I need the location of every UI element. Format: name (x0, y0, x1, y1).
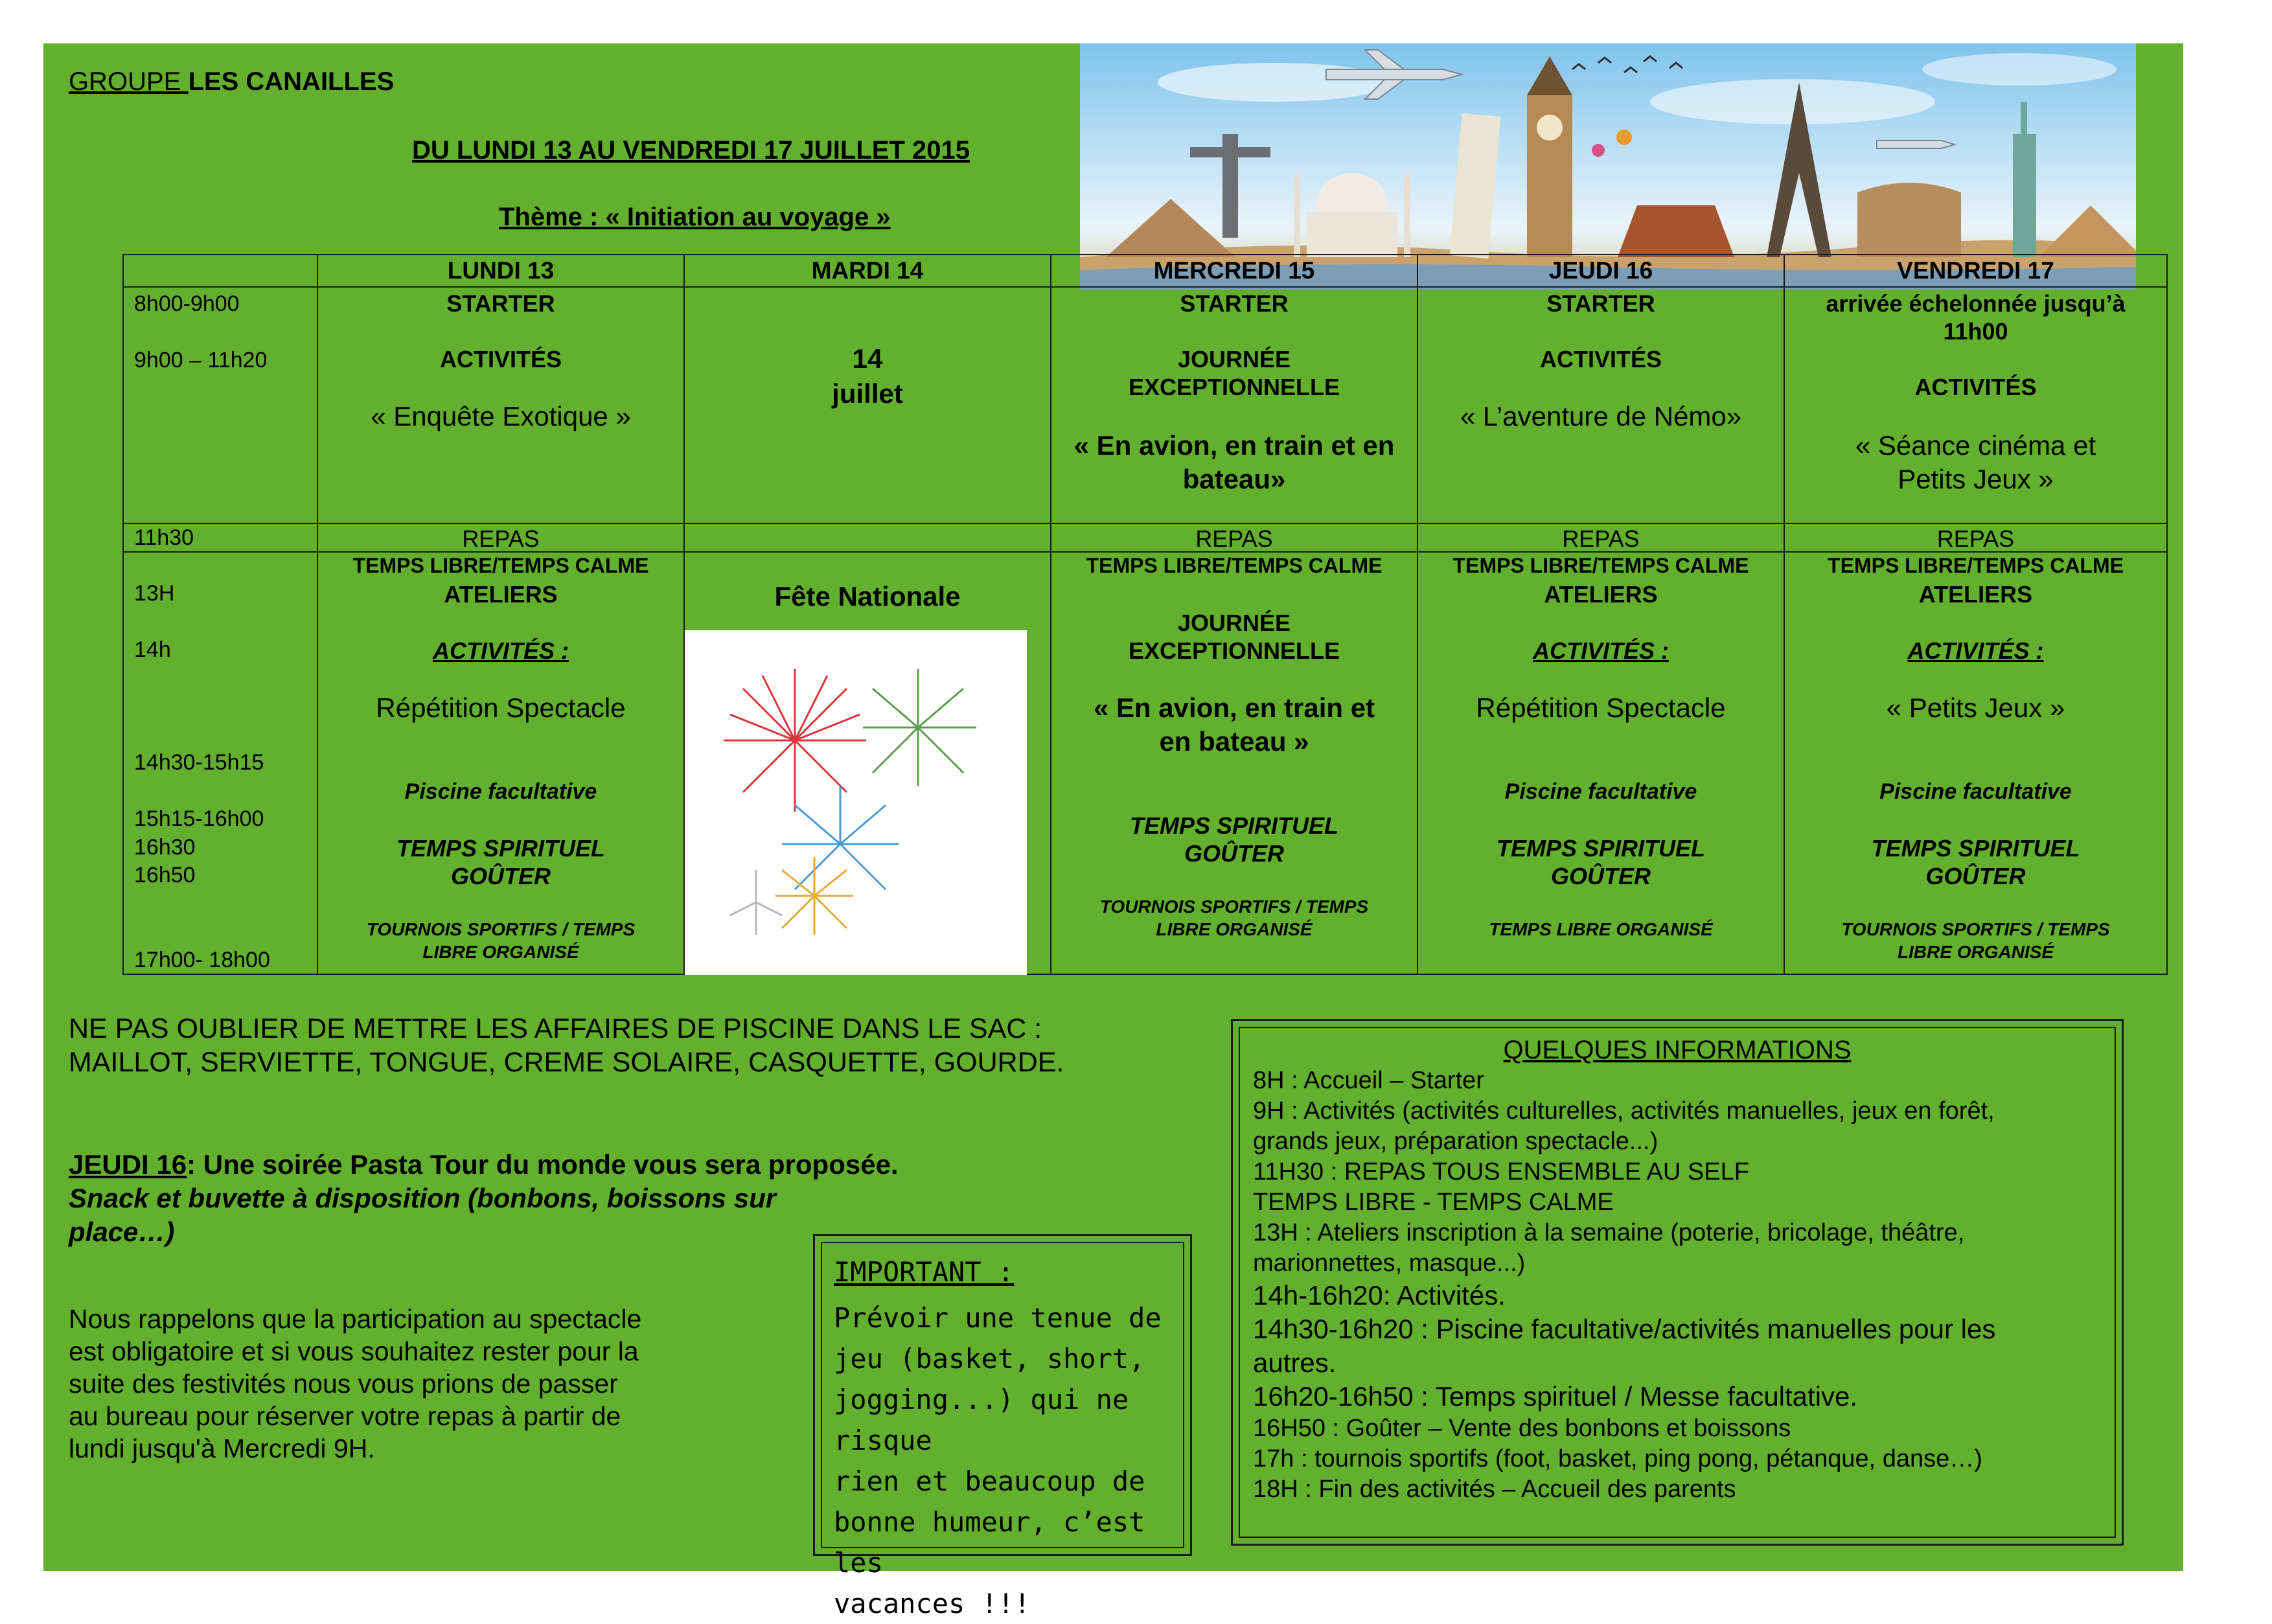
header-day: MARDI 14 (684, 255, 1051, 287)
important-line: vacances !!! (834, 1588, 1031, 1619)
spirituel-label: TEMPS SPIRITUEL (1496, 835, 1706, 862)
arrivee-label: arrivée échelonnée jusqu’à (1826, 290, 2126, 317)
jeudi-label: JEUDI 16 (69, 1149, 187, 1180)
starter-label: STARTER (1546, 290, 1655, 317)
temps-libre-organise-label: TEMPS LIBRE ORGANISÉ (1489, 919, 1713, 939)
important-line: jogging...) qui ne risque (834, 1384, 1129, 1456)
header-empty-cell (123, 255, 317, 287)
jeudi-lunch-cell (1417, 523, 1784, 552)
activites-label: ACTIVITÉS : (432, 637, 569, 664)
rappel-line: suite des festivités nous vous prions de passer (69, 1369, 618, 1399)
rappel-line: au bureau pour réserver votre repas à partir de (69, 1401, 621, 1431)
header-day: MERCREDI 15 (1051, 255, 1417, 287)
mardi-afternoon-cell (684, 552, 1051, 974)
vendredi-lunch-cell (1784, 523, 2167, 552)
starter-label: STARTER (1180, 290, 1289, 317)
activity-name-cont: en bateau » (1159, 726, 1309, 757)
important-line: rien et beaucoup de (834, 1465, 1145, 1497)
table-row-afternoon (123, 552, 2167, 974)
piscine-label: Piscine facultative (404, 779, 597, 804)
ateliers-label: ATELIERS (1544, 581, 1658, 608)
tournois-label: TOURNOIS SPORTIFS / TEMPS (1841, 919, 2110, 939)
gouter-label: GOÛTER (450, 863, 551, 889)
journee-label: JOURNÉE (1177, 346, 1291, 372)
vendredi-morning-cell (1784, 287, 2167, 523)
tournois-label: TOURNOIS SPORTIFS / TEMPS (1099, 897, 1369, 917)
activity-name: « Séance cinéma et (1855, 430, 2096, 461)
exceptionnelle-label: EXCEPTIONNELLE (1128, 374, 1340, 400)
header-day: VENDREDI 17 (1784, 255, 2167, 287)
piscine-label: Piscine facultative (1504, 779, 1697, 804)
gouter-label: GOÛTER (1550, 863, 1651, 889)
info-line-large: 14h30-16h20 : Piscine facultative/activités manuelles pour les (1253, 1314, 1996, 1344)
important-line: bonne humeur, c’est les (834, 1506, 1145, 1579)
activites-label: ACTIVITÉS (1539, 346, 1662, 372)
group-title (69, 67, 394, 97)
activites-label: ACTIVITÉS : (1907, 637, 2044, 664)
info-line: 13H : Ateliers inscription à la semaine (poterie, bricolage, théâtre, (1253, 1219, 1965, 1246)
important-title: IMPORTANT : (834, 1256, 1015, 1288)
time-label: 14h (134, 637, 171, 662)
spirituel-label: TEMPS SPIRITUEL (396, 835, 606, 862)
activity-name: Répétition Spectacle (1476, 692, 1726, 723)
gouter-label: GOÛTER (1184, 840, 1284, 867)
fete-nationale-label: Fête Nationale (774, 581, 961, 612)
mercredi-afternoon-cell (1051, 552, 1417, 974)
activites-label: ACTIVITÉS (1914, 374, 2037, 400)
info-line-large: autres. (1253, 1347, 1337, 1378)
holiday-day: 14 (852, 343, 883, 374)
info-line: grands jeux, préparation spectacle...) (1253, 1128, 1658, 1155)
info-line: 17h : tournois sportifs (foot, basket, ping pong, pétanque, danse…) (1253, 1445, 1982, 1472)
infos-lines (1253, 1066, 1995, 1505)
temps-libre-label: TEMPS LIBRE/TEMPS CALME (1452, 554, 1749, 577)
time-label: 16h50 (134, 863, 196, 887)
ateliers-label: ATELIERS (444, 581, 558, 608)
vendredi-afternoon-cell (1784, 552, 2167, 974)
gouter-label: GOÛTER (1925, 863, 2026, 889)
activity-name: « En avion, en train et (1093, 692, 1375, 723)
mardi-lunch-cell (684, 523, 1051, 552)
important-line: Prévoir une tenue de (834, 1302, 1162, 1334)
activity-name: « Enquête Exotique » (371, 401, 631, 431)
jeudi-afternoon-cell (1417, 552, 1784, 974)
header-day: LUNDI 13 (317, 255, 684, 287)
infos-title: QUELQUES INFORMATIONS (1503, 1036, 1852, 1064)
activity-name: « Petits Jeux » (1886, 692, 2065, 723)
repas-label: REPAS (462, 525, 540, 552)
ateliers-label: ATELIERS (1918, 581, 2033, 608)
activity-name-cont: bateau» (1182, 464, 1286, 494)
info-line-large: 14h-16h20: Activités. (1253, 1280, 1506, 1310)
rappel-line: est obligatoire et si vous souhaitez rester pour la (69, 1336, 639, 1366)
table-row-lunch (123, 523, 2167, 552)
schedule-table (122, 254, 2168, 975)
mercredi-lunch-cell (1051, 523, 1417, 552)
fireworks-image (685, 630, 1027, 975)
dates-title: DU LUNDI 13 AU VENDREDI 17 JUILLET 2015 (412, 136, 970, 165)
infos-box (1231, 1019, 2124, 1546)
time-cell-afternoon (123, 552, 317, 974)
jeudi-text: : Une soirée Pasta Tour du monde vous sera proposée. (187, 1149, 899, 1180)
activites-label: ACTIVITÉS (439, 346, 562, 372)
piscine-reminder-line: MAILLOT, SERVIETTE, TONGUE, CREME SOLAIRE, CASQUETTE, GOURDE. (69, 1047, 1064, 1078)
activity-name: Répétition Spectacle (376, 692, 626, 723)
table-row-morning (123, 287, 2167, 523)
travel-monuments-image (1080, 43, 2136, 290)
spirituel-label: TEMPS SPIRITUEL (1871, 835, 2080, 862)
header-day: JEUDI 16 (1417, 255, 1784, 287)
temps-libre-label: TEMPS LIBRE/TEMPS CALME (1828, 554, 2124, 577)
important-text (834, 1298, 1183, 1624)
mardi-morning-cell (684, 287, 1051, 523)
time-label: 17h00- 18h00 (134, 948, 270, 972)
piscine-label: Piscine facultative (1879, 779, 2072, 804)
jeudi-morning-cell (1417, 287, 1784, 523)
time-label: 16h30 (134, 835, 196, 860)
holiday-month: juillet (832, 378, 903, 409)
infos-box-inner (1239, 1027, 2116, 1538)
time-label: 11h30 (134, 525, 194, 550)
info-line: TEMPS LIBRE - TEMPS CALME (1253, 1189, 1614, 1216)
activity-name-cont: Petits Jeux » (1898, 464, 2054, 494)
activity-name: « L’aventure de Némo» (1460, 401, 1742, 431)
info-line: marionnettes, masque...) (1253, 1250, 1526, 1277)
repas-label: REPAS (1195, 525, 1273, 552)
table-header-row (123, 255, 2167, 287)
piscine-reminder-line: NE PAS OUBLIER DE METTRE LES AFFAIRES DE PISCINE DANS LE SAC : (69, 1013, 1042, 1044)
important-box (813, 1234, 1192, 1619)
rappel-line: Nous rappelons que la participation au spectacle (69, 1304, 642, 1334)
time-label: 8h00-9h00 (134, 292, 240, 316)
tournois-label-cont: LIBRE ORGANISÉ (1156, 919, 1313, 939)
info-line: 9H : Activités (activités culturelles, activités manuelles, jeux en forêt, (1253, 1097, 1995, 1125)
tournois-label-cont: LIBRE ORGANISÉ (422, 942, 579, 962)
info-line-large: 16h20-16h50 : Temps spirituel / Messe facultative. (1253, 1381, 1858, 1412)
important-line: jeu (basket, short, (834, 1343, 1145, 1375)
starter-label: STARTER (446, 290, 555, 317)
arrivee-time: 11h00 (1943, 318, 2008, 345)
activites-label: ACTIVITÉS : (1532, 637, 1669, 664)
time-label: 13H (134, 581, 175, 606)
journee-label: JOURNÉE (1177, 610, 1291, 636)
tournois-label: TOURNOIS SPORTIFS / TEMPS (366, 919, 636, 939)
time-cell-lunch (123, 523, 317, 552)
lundi-lunch-cell (317, 523, 684, 552)
rappel-paragraph (69, 1303, 641, 1465)
rappel-line: lundi jusqu'à Mercredi 9H. (69, 1434, 375, 1463)
activity-name: « En avion, en train et en (1073, 430, 1395, 461)
info-line: 18H : Fin des activités – Accueil des parents (1253, 1476, 1736, 1503)
snack-line: Snack et buvette à disposition (bonbons, boissons sur (69, 1183, 777, 1213)
groupe-label: GROUPE (69, 67, 189, 96)
repas-label: REPAS (1936, 525, 2015, 552)
info-line: 8H : Accueil – Starter (1253, 1067, 1484, 1094)
time-label: 9h00 – 11h20 (134, 348, 268, 372)
important-box-inner (821, 1242, 1184, 1619)
tournois-label-cont: LIBRE ORGANISÉ (1897, 942, 2054, 962)
time-label: 15h15-16h00 (134, 806, 264, 831)
mercredi-morning-cell (1051, 287, 1417, 523)
repas-label: REPAS (1562, 525, 1640, 552)
spirituel-label: TEMPS SPIRITUEL (1129, 812, 1339, 839)
temps-libre-label: TEMPS LIBRE/TEMPS CALME (1086, 554, 1383, 577)
snack-line: place…) (69, 1217, 175, 1247)
theme-title: Thème : « Initiation au voyage » (499, 203, 891, 231)
exceptionnelle-label: EXCEPTIONNELLE (1128, 637, 1340, 664)
lundi-morning-cell (317, 287, 684, 523)
temps-libre-label: TEMPS LIBRE/TEMPS CALME (352, 554, 649, 577)
groupe-name: LES CANAILLES (188, 67, 395, 96)
piscine-reminder (69, 1012, 1064, 1079)
lundi-afternoon-cell (317, 552, 684, 974)
jeudi-note (69, 1148, 899, 1249)
time-label: 14h30-15h15 (134, 750, 264, 775)
info-line: 11H30 : REPAS TOUS ENSEMBLE AU SELF (1253, 1158, 1749, 1185)
info-line: 16H50 : Goûter – Vente des bonbons et boissons (1253, 1415, 1791, 1442)
time-cell-morning (123, 287, 317, 523)
